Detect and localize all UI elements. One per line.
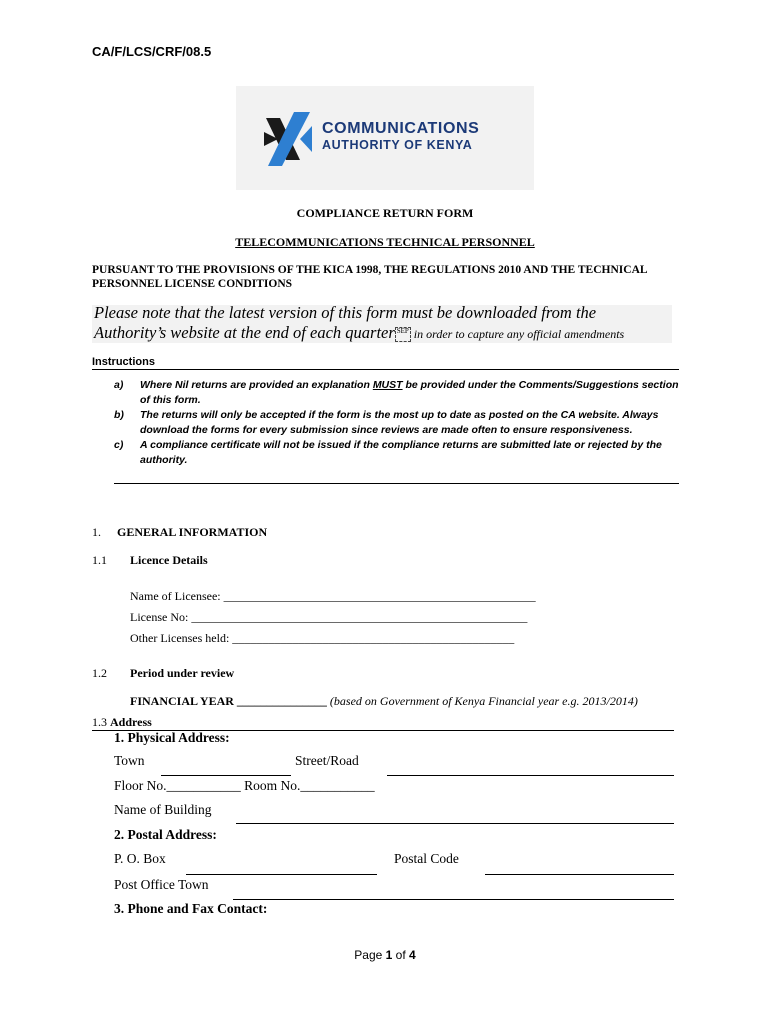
note-line2-tail: in order to capture any official amendments (410, 327, 625, 341)
building-label: Name of Building (114, 802, 212, 817)
address-heading: 1.3 Address (92, 715, 674, 731)
street-field[interactable] (387, 775, 674, 776)
pursuant-statement: PURSUANT TO THE PROVISIONS OF THE KICA 1998, THE REGULATIONS 2010 AND THE TECHNICAL PERSONNEL LICENSE CONDITIONS (92, 264, 647, 290)
licensee-name-field[interactable]: Name of Licensee: ____________________________________________________ (130, 589, 536, 603)
building-field[interactable] (236, 823, 674, 824)
ca-logo-mark-icon (260, 108, 318, 170)
other-licenses-field[interactable]: Other Licenses held: _______________________________________________ (130, 631, 515, 645)
download-note (94, 303, 694, 344)
subsection-number: 1.1 (92, 553, 107, 567)
subsection-title: Licence Details (130, 553, 208, 567)
post-office-label: Post Office Town (114, 877, 209, 892)
note-line1: Please note that the latest version of this form must be downloaded from the (94, 303, 597, 322)
section-number: 1. (92, 525, 101, 539)
logo-text-line2: AUTHORITY OF KENYA (322, 138, 473, 152)
financial-year-field[interactable]: FINANCIAL YEAR _______________ (based on Government of Kenya Financial year e.g. 2013/2014) (130, 694, 638, 708)
post-office-field[interactable] (233, 899, 674, 900)
floor-room-field[interactable]: Floor No.___________ Room No.___________ (114, 778, 375, 793)
postal-code-field[interactable] (485, 874, 674, 875)
phone-fax-title: 3. Phone and Fax Contact: (114, 901, 268, 916)
form-code: CA/F/LCS/CRF/08.5 (92, 44, 212, 59)
town-label: Town (114, 753, 145, 768)
page-number: Page 1 of 4 (354, 948, 416, 962)
license-no-field[interactable]: License No: ________________________________________________________ (130, 610, 528, 624)
pobox-field[interactable] (186, 874, 377, 875)
note-line2: Authority’s website at the end of each quarter (94, 323, 395, 342)
instructions-divider (92, 369, 679, 370)
form-subtitle: TELECOMMUNICATIONS TECHNICAL PERSONNEL (235, 235, 535, 249)
town-field[interactable] (161, 775, 291, 776)
instruction-item: a) Where Nil returns are provided an explanation MUST be provided under the Comments/Suggestions section of this form. (114, 379, 679, 406)
instruction-item: c) A compliance certificate will not be issued if the compliance returns are submitted late or rejected by the authority. (114, 439, 662, 466)
physical-address-title: 1. Physical Address: (114, 730, 230, 745)
pobox-label: P. O. Box (114, 851, 166, 866)
separator-glyph-icon: SEP (395, 327, 411, 342)
instructions-title: Instructions (92, 356, 155, 368)
logo-text-line1: COMMUNICATIONS (322, 120, 480, 137)
form-title: COMPLIANCE RETURN FORM (296, 206, 474, 220)
street-label: Street/Road (295, 753, 359, 768)
subsection-title: Period under review (130, 666, 235, 680)
authority-logo (236, 86, 534, 190)
postal-code-label: Postal Code (394, 851, 459, 866)
instruction-item: b) The returns will only be accepted if the form is the most up to date as posted on the CA website. Always download the forms for every submission since reviews are made often to ensure responsiveness. (114, 409, 659, 436)
section-title: GENERAL INFORMATION (117, 525, 268, 539)
subsection-number: 1.2 (92, 666, 107, 680)
instructions-bottom-divider (114, 483, 679, 484)
postal-address-title: 2. Postal Address: (114, 827, 217, 842)
instructions-list (114, 378, 684, 468)
